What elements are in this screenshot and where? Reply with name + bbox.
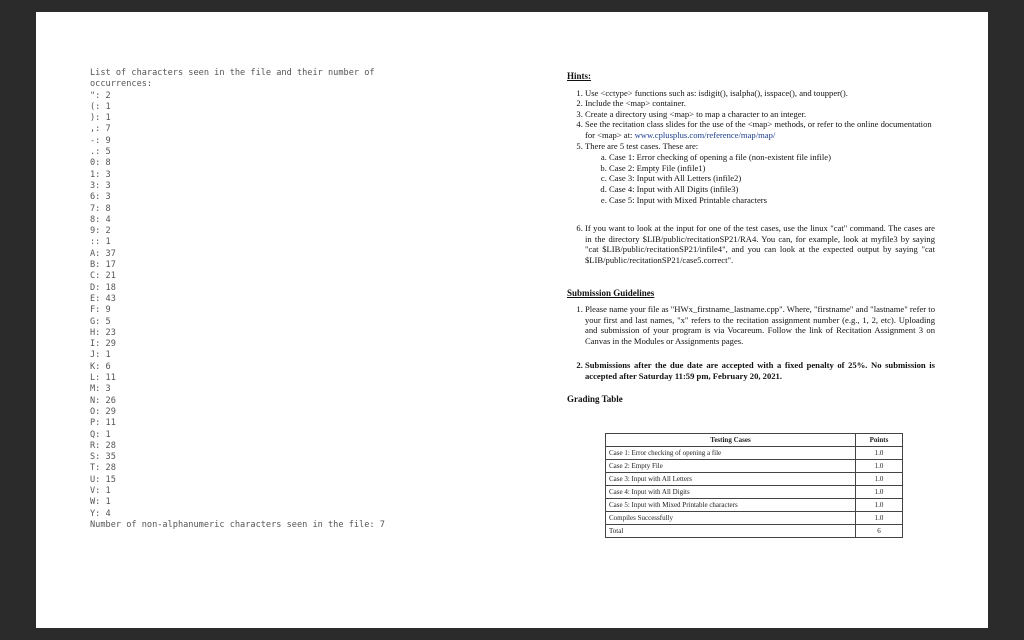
hint-item: 3. Create a directory using <map> to map a character to an integer. <box>585 109 935 120</box>
hint-item: 1. Use <cctype> functions such as: isdigit(), isalpha(), isspace(), and toupper(). <box>585 88 935 99</box>
points-cell: 1.0 <box>856 447 903 460</box>
output-line: P: 11 <box>90 418 116 429</box>
output-line: occurrences: <box>90 79 153 90</box>
output-line: G: 5 <box>90 316 111 327</box>
hint-item <box>585 141 935 206</box>
output-line: 9: 2 <box>90 226 111 237</box>
case-cell: Case 2: Empty File <box>606 460 856 473</box>
test-case-item: b. Case 2: Empty File (infile1) <box>609 163 935 174</box>
case-cell: Case 4: Input with All Digits <box>606 486 856 499</box>
program-output <box>90 68 430 531</box>
output-line: C: 21 <box>90 271 116 282</box>
output-line: 7: 8 <box>90 203 111 214</box>
output-line: J: 1 <box>90 350 111 361</box>
output-line: B: 17 <box>90 260 116 271</box>
output-line: E: 43 <box>90 293 116 304</box>
table-row <box>606 486 903 499</box>
output-line: ": 2 <box>90 90 111 101</box>
test-cases-list <box>585 152 935 205</box>
output-line: W: 1 <box>90 497 111 508</box>
output-line: U: 15 <box>90 474 116 485</box>
table-row <box>606 512 903 525</box>
points-cell: 1.0 <box>856 486 903 499</box>
table-row <box>606 473 903 486</box>
table-row <box>606 525 903 538</box>
submission-item: 1. Please name your file as "HWx_firstname_lastname.cpp". Where, "firstname" and "lastname" refer to your first and last names, "x" refers to the recitation assignment number (e.g., 1, 2, etc). Uploading and submission of your program is via Vocareum. Follow the link of Recitation Assignment 3 on Canvas in the Modules or Assignments pages. <box>585 304 935 346</box>
output-line: (: 1 <box>90 101 111 112</box>
hints-heading: Hints: <box>567 71 592 81</box>
output-line: D: 18 <box>90 282 116 293</box>
reference-link[interactable]: www.cplusplus.com/reference/map/map/ <box>634 129 776 140</box>
output-line: .: 5 <box>90 147 111 158</box>
instructions-column <box>567 71 935 404</box>
output-line: :: 1 <box>90 237 111 248</box>
output-line: 0: 8 <box>90 158 111 169</box>
points-cell: 1.0 <box>856 460 903 473</box>
output-line: -: 9 <box>90 135 111 146</box>
hints-list <box>567 88 935 266</box>
case-cell: Case 5: Input with Mixed Printable characters <box>606 499 856 512</box>
output-line: 8: 4 <box>90 214 111 225</box>
submission-heading: Submission Guidelines <box>567 287 655 298</box>
table-header-row <box>606 434 903 447</box>
output-line: 3: 3 <box>90 180 111 191</box>
output-line: ): 1 <box>90 113 111 124</box>
output-line: A: 37 <box>90 248 116 259</box>
output-line: H: 23 <box>90 327 116 338</box>
test-case-item: a. Case 1: Error checking of opening a file (non-existent file infile) <box>609 152 935 163</box>
case-cell: Total <box>606 525 856 538</box>
output-line: S: 35 <box>90 452 116 463</box>
hint-text: See the recitation class slides for the use of the <map> methods, or refer to the online documentation for <map> at: <box>585 119 932 140</box>
output-line: 1: 3 <box>90 169 111 180</box>
submission-item: 2. Submissions after the due date are accepted with a fixed penalty of 25%. No submission is accepted after Saturday 11:59 pm, February 20, 2021. <box>585 360 935 381</box>
output-line: M: 3 <box>90 384 111 395</box>
column-header: Points <box>856 434 903 447</box>
table-row <box>606 499 903 512</box>
output-line: L: 11 <box>90 373 116 384</box>
output-line: Y: 4 <box>90 508 111 519</box>
points-cell: 1.0 <box>856 512 903 525</box>
hint-item: 6. If you want to look at the input for one of the test cases, use the linux "cat" command. The cases are in the directory $LIB/public/recitationSP21/RA4. You can, for example, look at myfile3 by saying "cat $LIB/public/recitationSP21/infile4", and you can look at the expected output by saying "cat $LIB/public/recitationSP21/case5.correct". <box>585 223 935 265</box>
output-line: V: 1 <box>90 485 111 496</box>
submission-list <box>567 304 935 382</box>
test-case-item: c. Case 3: Input with All Letters (infile2) <box>609 173 935 184</box>
output-line: K: 6 <box>90 361 111 372</box>
points-cell: 1.0 <box>856 499 903 512</box>
output-line: T: 28 <box>90 463 116 474</box>
column-header: Testing Cases <box>606 434 856 447</box>
hint-item: 2. Include the <map> container. <box>585 98 935 109</box>
table-row <box>606 460 903 473</box>
document-page <box>36 12 988 628</box>
table-row <box>606 447 903 460</box>
output-line: Number of non-alphanumeric characters seen in the file: 7 <box>90 519 385 530</box>
output-line: I: 29 <box>90 339 116 350</box>
test-case-item: e. Case 5: Input with Mixed Printable characters <box>609 195 935 206</box>
points-cell: 6 <box>856 525 903 538</box>
grading-table <box>605 433 903 538</box>
output-line: Q: 1 <box>90 429 111 440</box>
hint-item <box>585 119 935 140</box>
output-line: ,: 7 <box>90 124 111 135</box>
output-line: 6: 3 <box>90 192 111 203</box>
output-line: O: 29 <box>90 406 116 417</box>
grading-heading: Grading Table <box>567 393 623 404</box>
hint-text: There are 5 test cases. These are: <box>585 140 699 151</box>
output-line: N: 26 <box>90 395 116 406</box>
output-line: F: 9 <box>90 305 111 316</box>
case-cell: Case 1: Error checking of opening a file <box>606 447 856 460</box>
test-case-item: d. Case 4: Input with All Digits (infile3) <box>609 184 935 195</box>
output-line: List of characters seen in the file and their number of <box>90 68 375 78</box>
output-line: R: 28 <box>90 440 116 451</box>
case-cell: Case 3: Input with All Letters <box>606 473 856 486</box>
points-cell: 1.0 <box>856 473 903 486</box>
case-cell: Compiles Successfully <box>606 512 856 525</box>
